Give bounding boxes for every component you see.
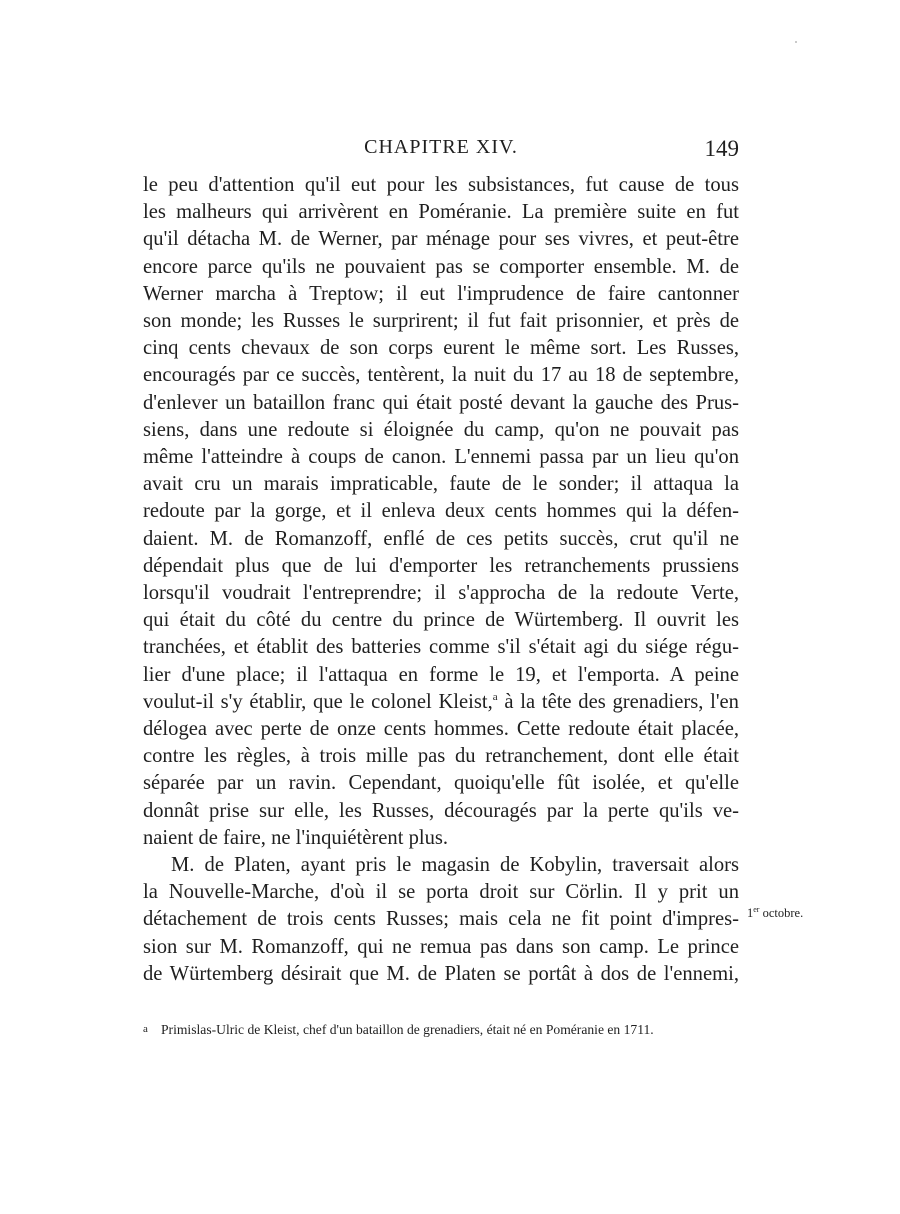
text-line-with-footnote-ref	[143, 689, 739, 716]
paragraph-1	[143, 172, 739, 852]
text-line: siens, dans une redoute si éloignée du camp, qu'on ne pouvait pas	[143, 418, 739, 441]
footnote-reference[interactable]: a	[492, 690, 498, 703]
text-line: séparée par un ravin. Cependant, quoiqu'elle fût isolée, et qu'elle	[143, 772, 739, 795]
text-line: le peu d'attention qu'il eut pour les subsistances, fut cause de tous	[143, 174, 739, 196]
text-line: M. de Platen, ayant pris le magasin de Kobylin, traversait alors	[171, 854, 739, 877]
text-line: détachement de trois cents Russes; mais cela ne fit point d'impres-	[143, 908, 739, 931]
text-line: même l'atteindre à coups de canon. L'ennemi passa par un lieu qu'on	[143, 446, 739, 469]
page-number: 149	[704, 136, 739, 161]
footnote	[143, 1022, 739, 1038]
footnote-marker: a	[143, 1023, 148, 1035]
text-line: encouragés par ce succès, tentèrent, la nuit du 17 au 18 de septembre,	[143, 364, 739, 387]
text-line: qui était du côté du centre du prince de Würtemberg. Il ouvrit les	[143, 609, 739, 632]
text-line: cinq cents chevaux de son corps eurent le même sort. Les Russes,	[143, 337, 739, 360]
text-line: Werner marcha à Treptow; il eut l'imprudence de faire cantonner	[143, 282, 739, 305]
text-line: son monde; les Russes le surprirent; il fut fait prisonnier, et près de	[143, 310, 739, 333]
text-line: daient. M. de Romanzoff, enflé de ces petits succès, crut qu'il ne	[143, 527, 739, 550]
text-line: redoute par la gorge, et il enleva deux cents hommes qui la défen-	[143, 500, 739, 523]
text-line: de Würtemberg désirait que M. de Platen se portât à dos de l'ennemi,	[143, 962, 739, 985]
margin-note-number: 1	[747, 906, 754, 920]
paper-speck	[795, 41, 797, 43]
page-body	[143, 136, 739, 988]
text-line: dépendait plus que de lui d'emporter les retranchements prussiens	[143, 554, 739, 577]
margin-note-superscript: er	[753, 905, 760, 914]
text-segment: à la tête des grenadiers, l'en	[497, 690, 739, 713]
text-line: les malheurs qui arrivèrent en Poméranie. La première suite en fut	[143, 201, 739, 224]
main-text	[143, 172, 739, 988]
text-line: naient de faire, ne l'inquiétèrent plus.	[143, 826, 449, 849]
text-line: encore parce qu'ils ne pouvaient pas se comporter ensemble. M. de	[143, 255, 739, 278]
text-line: qu'il détacha M. de Werner, par ménage pour ses vivres, et peut-être	[143, 228, 739, 251]
running-head: CHAPITRE XIV.	[364, 136, 518, 158]
text-line: d'enlever un bataillon franc qui était posté devant la gauche des Prus-	[143, 391, 739, 414]
text-segment: voulut-il s'y établir, que le colonel Kleist,	[143, 690, 493, 713]
margin-note-text: octobre.	[759, 906, 804, 920]
page-header	[143, 136, 739, 172]
text-line: lier d'une place; il l'attaqua en forme le 19, et l'emporta. A peine	[143, 663, 739, 686]
margin-note-date	[747, 906, 803, 921]
paragraph-2	[143, 852, 739, 988]
footnote-text: Primislas-Ulric de Kleist, chef d'un bataillon de grenadiers, était né en Poméranie en 1711.	[161, 1022, 654, 1037]
text-line: sion sur M. Romanzoff, qui ne remua pas dans son camp. Le prince	[143, 935, 739, 958]
text-line: délogea avec perte de onze cents hommes. Cette redoute était placée,	[143, 718, 739, 741]
text-line: donnât prise sur elle, les Russes, découragés par la perte qu'ils ve-	[143, 799, 739, 822]
text-line: la Nouvelle-Marche, d'où il se porta droit sur Cörlin. Il y prit un	[143, 881, 739, 904]
text-line: avait cru un marais impraticable, faute de le sonder; il attaqua la	[143, 473, 739, 496]
text-line: contre les règles, à trois mille pas du retranchement, dont elle était	[143, 745, 739, 768]
text-line: lorsqu'il voudrait l'entreprendre; il s'approcha de la redoute Verte,	[143, 582, 739, 605]
text-line: tranchées, et établit des batteries comme s'il s'était agi du siége régu-	[143, 636, 739, 659]
